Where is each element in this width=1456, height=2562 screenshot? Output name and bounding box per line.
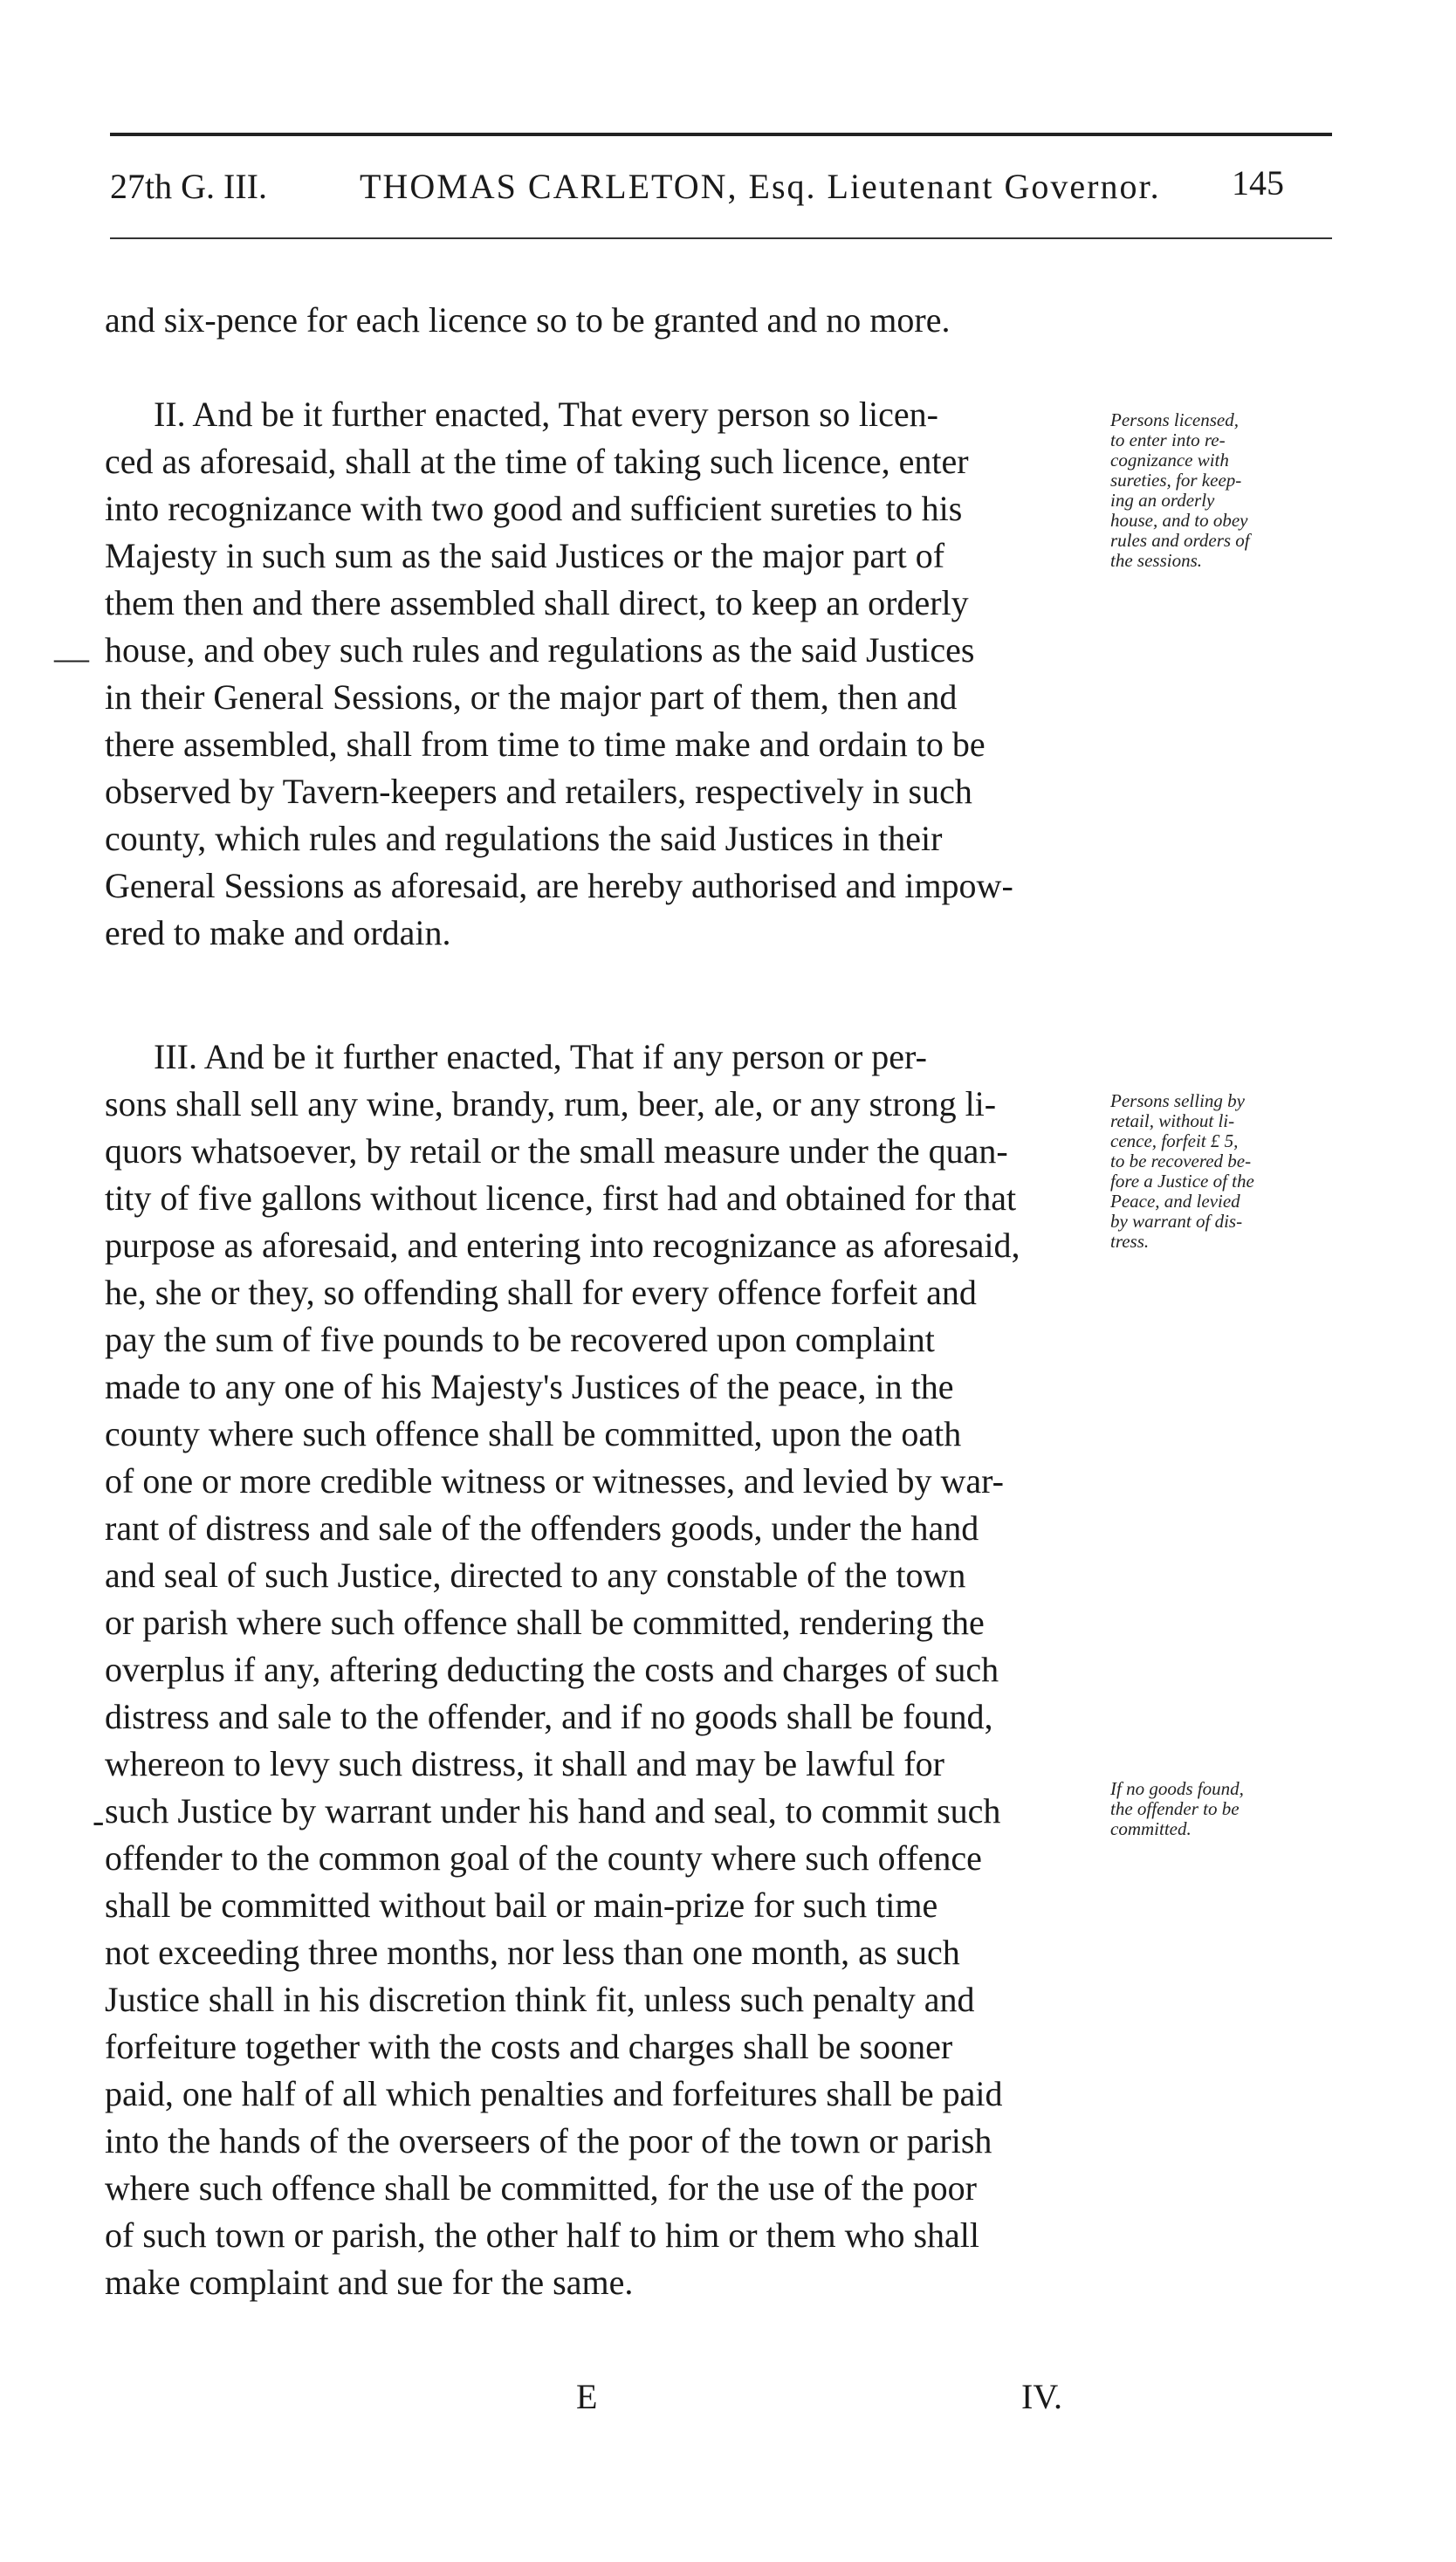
section-ii — [105, 391, 1091, 957]
handwritten-dash-mark: — — [54, 638, 89, 677]
regnal-year: 27th G. III. — [110, 167, 267, 206]
note-line: tress. — [1110, 1231, 1150, 1252]
text-line: distress and sale to the offender, and if no goods shall be found, — [105, 1697, 993, 1736]
text-line: where such offence shall be committed, for the use of the poor — [105, 2168, 977, 2208]
text-line: county, which rules and regulations the said Justices in their — [105, 819, 943, 858]
header-top-rule — [110, 133, 1332, 136]
text-line: ced as aforesaid, shall at the time of taking such licence, enter — [105, 442, 969, 481]
margin-note-licensed-persons — [1110, 410, 1329, 571]
note-line: fore a Justice of the — [1110, 1171, 1254, 1192]
note-line: Peace, and levied — [1110, 1191, 1240, 1212]
note-line: the offender to be — [1110, 1798, 1240, 1819]
note-line: ing an orderly — [1110, 490, 1215, 511]
paragraph-continuation — [105, 297, 1091, 344]
text-line: made to any one of his Majesty's Justices of the peace, in the — [105, 1367, 954, 1406]
text-line: there assembled, shall from time to time make and ordain to be — [105, 725, 986, 764]
text-line: into the hands of the overseers of the poor of the town or parish — [105, 2121, 992, 2160]
text-line: not exceeding three months, nor less than one month, as such — [105, 1933, 960, 1972]
text-line: in their General Sessions, or the major part of them, then and — [105, 677, 958, 717]
text-line: house, and obey such rules and regulations as the said Justices — [105, 630, 975, 670]
text-line: or parish where such offence shall be committed, rendering the — [105, 1603, 985, 1642]
text-line: whereon to levy such distress, it shall and may be lawful for — [105, 1744, 944, 1783]
text-line: General Sessions as aforesaid, are hereby authorised and impow- — [105, 866, 1013, 905]
header-bottom-rule — [110, 237, 1332, 239]
note-line: to be recovered be- — [1110, 1150, 1252, 1171]
margin-note-no-goods-found — [1110, 1779, 1329, 1839]
catchword: IV. — [1021, 2377, 1063, 2416]
text-line: sons shall sell any wine, brandy, rum, beer, ale, or any strong li- — [105, 1084, 997, 1123]
text-line: such Justice by warrant under his hand and seal, to commit such — [105, 1791, 1001, 1830]
text-line: of such town or parish, the other half to him or them who shall — [105, 2215, 980, 2255]
text-line: rant of distress and sale of the offenders goods, under the hand — [105, 1508, 979, 1548]
text-line: quors whatsoever, by retail or the small measure under the quan- — [105, 1131, 1008, 1171]
text-line: county where such offence shall be committed, upon the oath — [105, 1414, 962, 1453]
text-line: ered to make and ordain. — [105, 913, 451, 952]
note-line: rules and orders of — [1110, 530, 1250, 551]
note-line: house, and to obey — [1110, 510, 1248, 531]
text-line: II. And be it further enacted, That every person so licen- — [154, 395, 938, 434]
text-line: he, she or they, so offending shall for every offence forfeit and — [105, 1273, 977, 1312]
text-line: make complaint and sue for the same. — [105, 2263, 634, 2302]
text-line: and six-pence for each licence so to be granted and no more. — [105, 300, 951, 340]
note-line: cence, forfeit £ 5, — [1110, 1130, 1239, 1151]
text-line: and seal of such Justice, directed to any constable of the town — [105, 1556, 966, 1595]
note-line: retail, without li- — [1110, 1110, 1235, 1131]
text-line: overplus if any, aftering deducting the costs and charges of such — [105, 1650, 999, 1689]
text-line: into recognizance with two good and sufficient sureties to his — [105, 489, 963, 528]
note-line: If no goods found, — [1110, 1778, 1244, 1799]
handwritten-tick-mark: - — [93, 1801, 105, 1840]
note-line: sureties, for keep- — [1110, 470, 1242, 491]
text-line: forfeiture together with the costs and charges shall be sooner — [105, 2027, 953, 2066]
text-line: shall be committed without bail or main-prize for such time — [105, 1885, 938, 1925]
note-line: to enter into re- — [1110, 429, 1226, 450]
text-line: purpose as aforesaid, and entering into recognizance as aforesaid, — [105, 1226, 1020, 1265]
page-number: 145 — [1232, 163, 1284, 203]
text-line: observed by Tavern-keepers and retailers, respectively in such — [105, 772, 972, 811]
note-line: the sessions. — [1110, 550, 1202, 571]
text-line: of one or more credible witness or witnesses, and levied by war- — [105, 1461, 1004, 1501]
note-line: committed. — [1110, 1818, 1192, 1839]
text-line: offender to the common goal of the county where such offence — [105, 1838, 982, 1878]
note-line: by warrant of dis- — [1110, 1211, 1243, 1232]
text-line: pay the sum of five pounds to be recovered upon complaint — [105, 1320, 935, 1359]
text-line: tity of five gallons without licence, first had and obtained for that — [105, 1178, 1017, 1218]
text-line: them then and there assembled shall direct, to keep an orderly — [105, 583, 969, 622]
running-header — [110, 163, 1332, 227]
margin-note-unlicensed-sale — [1110, 1091, 1329, 1252]
note-line: Persons selling by — [1110, 1090, 1245, 1111]
section-iii — [105, 1034, 1091, 2306]
text-line: III. And be it further enacted, That if any person or per- — [154, 1037, 927, 1076]
text-line: Justice shall in his discretion think fit, unless such penalty and — [105, 1980, 975, 2019]
text-line: Majesty in such sum as the said Justices or the major part of — [105, 536, 945, 575]
signature-mark: E — [576, 2377, 598, 2416]
text-line: paid, one half of all which penalties and forfeitures shall be paid — [105, 2074, 1003, 2113]
note-line: Persons licensed, — [1110, 409, 1239, 430]
note-line: cognizance with — [1110, 450, 1229, 471]
header-title: THOMAS CARLETON, Esq. Lieutenant Governor. — [360, 167, 1161, 206]
